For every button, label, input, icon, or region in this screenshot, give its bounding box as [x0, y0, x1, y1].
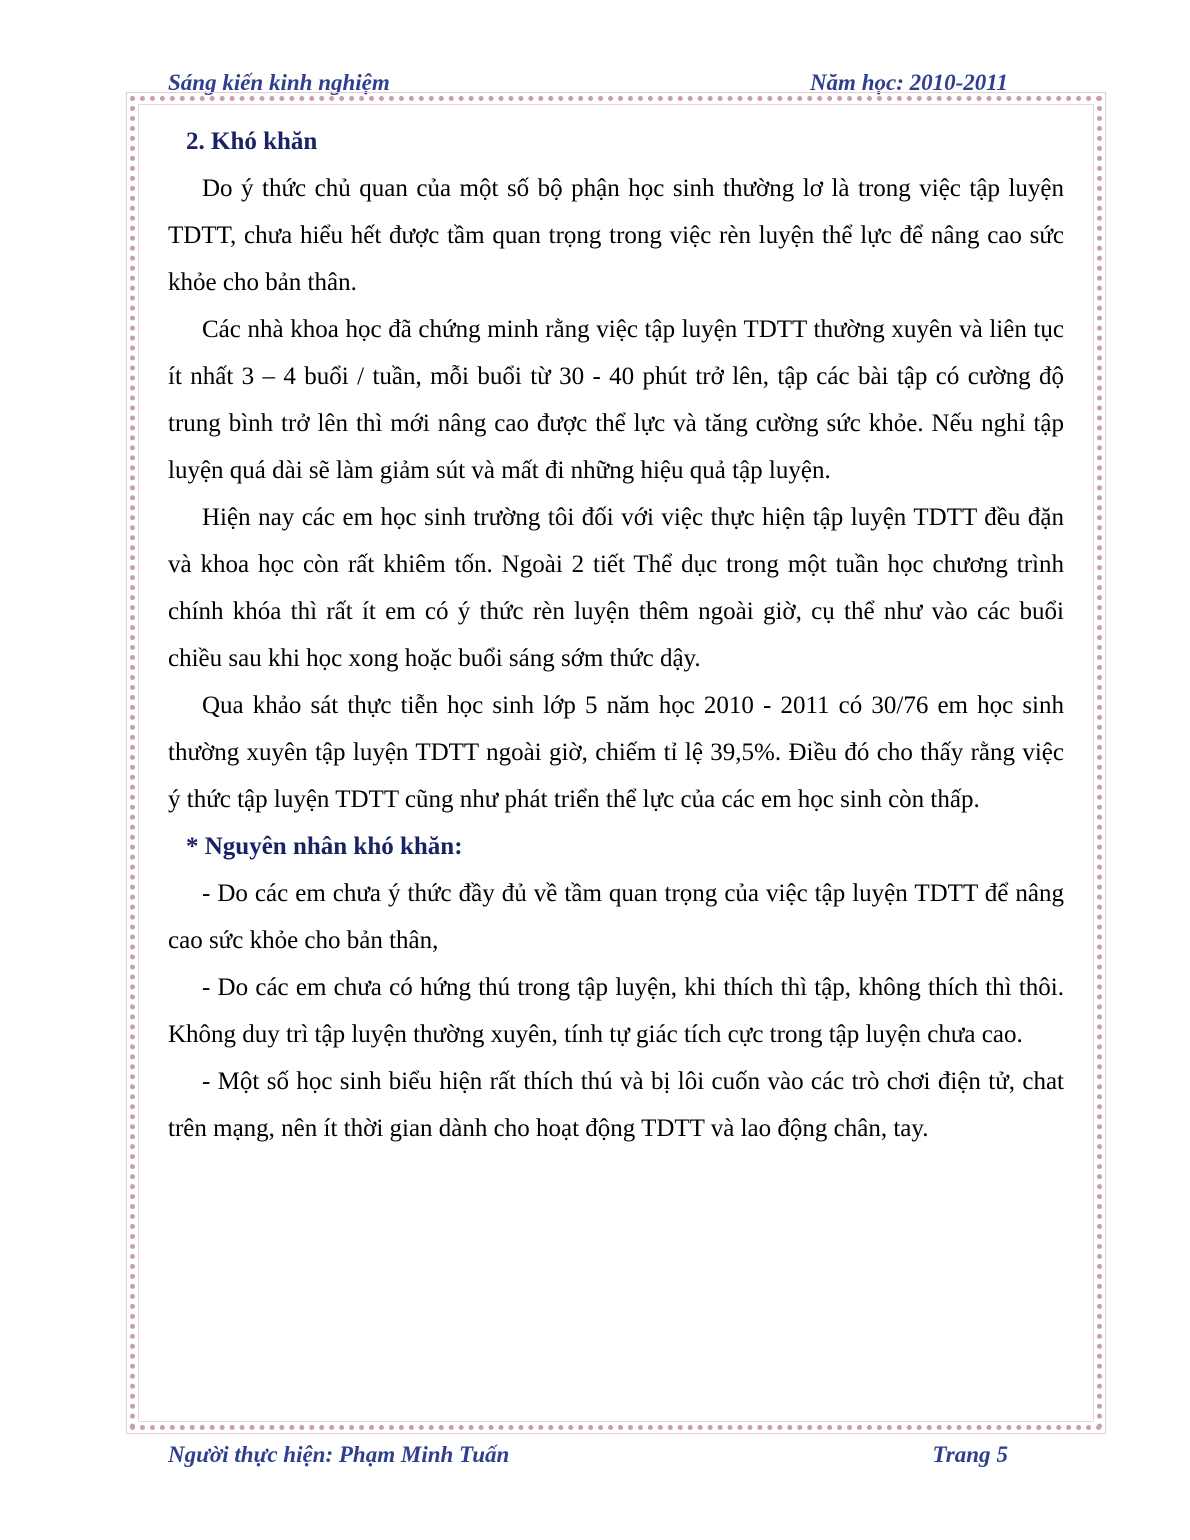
section-heading-causes: * Nguyên nhân khó khăn:	[186, 833, 463, 860]
paragraph-3: Hiện nay các em học sinh trường tôi đối với việc thực hiện tập luyện TDTT đều đặn và khoa học còn rất khiêm tốn. Ngoài 2 tiết Thể dục trong một tuần học chương trình chính khóa thì rất ít em có ý thức rèn luyện thêm ngoài giờ, cụ thể như vào các buổi chiều sau khi học xong hoặc buổi sáng sớm thức dậy.	[168, 504, 1064, 672]
page-header	[168, 70, 1008, 96]
paragraph-1: Do ý thức chủ quan của một số bộ phận học sinh thường lơ là trong việc tập luyện TDTT, chưa hiểu hết được tầm quan trọng trong việc rèn luyện thể lực để nâng cao sức khỏe cho bản thân.	[168, 175, 1064, 296]
paragraph-5: - Do các em chưa ý thức đầy đủ về tầm quan trọng của việc tập luyện TDTT để nâng cao sức khỏe cho bản thân,	[168, 880, 1064, 954]
page-label: Trang	[932, 1442, 991, 1467]
footer-author: Người thực hiện: Phạm Minh Tuấn	[168, 1442, 510, 1467]
page-footer	[168, 1442, 1008, 1468]
document-body	[168, 118, 1064, 1152]
header-school-year: Năm học: 2010-2011	[809, 70, 1008, 95]
section-heading-difficulties: 2. Khó khăn	[186, 128, 318, 155]
paragraph-6: - Do các em chưa có hứng thú trong tập luyện, khi thích thì tập, không thích thì thôi. Không duy trì tập luyện thường xuyên, tính tự giác tích cực trong tập luyện chưa cao.	[168, 974, 1064, 1048]
page-number: 5	[996, 1442, 1008, 1467]
paragraph-7: - Một số học sinh biểu hiện rất thích thú và bị lôi cuốn vào các trò chơi điện tử, chat trên mạng, nên ít thời gian dành cho hoạt động TDTT và lao động chân, tay.	[168, 1068, 1064, 1142]
paragraph-4: Qua khảo sát thực tiễn học sinh lớp 5 năm học 2010 - 2011 có 30/76 em học sinh thường xuyên tập luyện TDTT ngoài giờ, chiếm tỉ lệ 39,5%. Điều đó cho thấy rằng việc ý thức tập luyện TDTT cũng như phát triển thể lực của các em học sinh còn thấp.	[168, 692, 1064, 813]
footer-page-number	[927, 1442, 1008, 1468]
paragraph-2: Các nhà khoa học đã chứng minh rằng việc tập luyện TDTT thường xuyên và liên tục ít nhất 3 – 4 buổi / tuần, mỗi buổi từ 30 - 40 phút trở lên, tập các bài tập có cường độ trung bình trở lên thì mới nâng cao được thể lực và tăng cường sức khỏe. Nếu nghỉ tập luyện quá dài sẽ làm giảm sút và mất đi những hiệu quả tập luyện.	[168, 316, 1064, 484]
header-left-title: Sáng kiến kinh nghiệm	[168, 70, 390, 95]
